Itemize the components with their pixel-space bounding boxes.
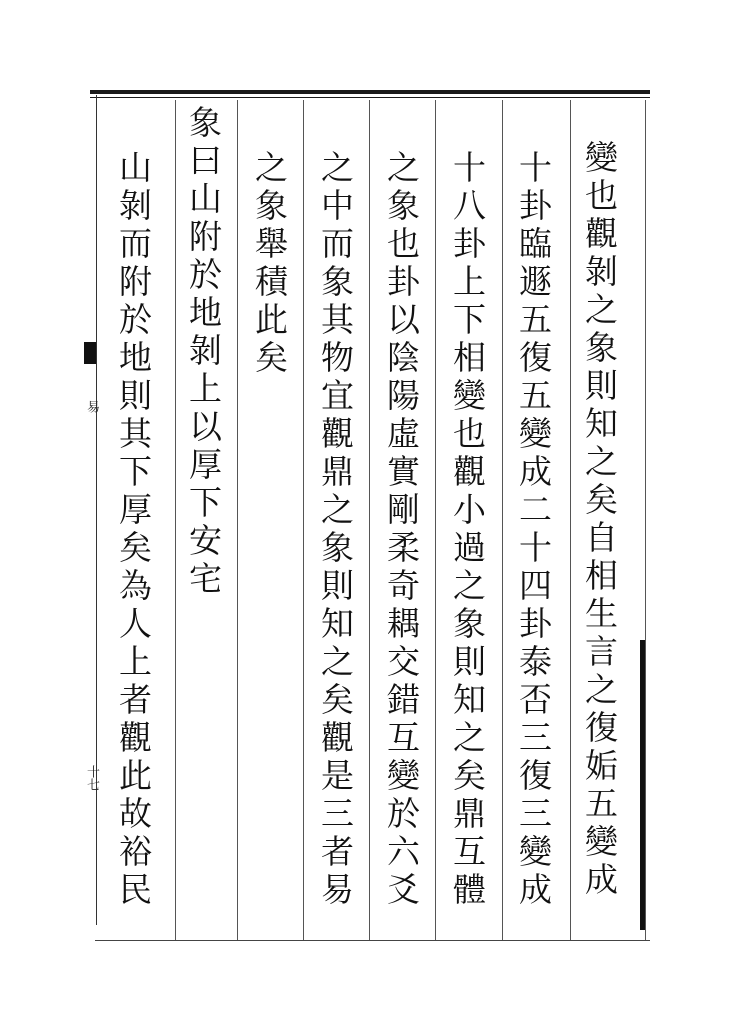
bottom-border xyxy=(95,940,650,941)
column-divider xyxy=(502,100,503,940)
page-number: 十七 xyxy=(84,765,99,791)
column-divider xyxy=(303,100,304,940)
right-border-thick xyxy=(640,640,645,930)
text-column-4: 之象也卦以陰陽虛實剛柔奇耦交錯互變於六爻 xyxy=(382,150,421,910)
column-divider xyxy=(175,100,176,940)
gutter-title: 易 xyxy=(84,400,99,413)
column-divider xyxy=(570,100,571,940)
text-column-8: 山剝而附於地則其下厚矣為人上者觀此故裕民 xyxy=(114,150,153,910)
column-divider xyxy=(435,100,436,940)
text-column-1: 變也觀剝之象則知之矣自相生言之復姤五變成 xyxy=(580,140,619,900)
column-divider xyxy=(369,100,370,940)
text-column-2: 十卦臨遯五復五變成二十四卦泰否三復三變成 xyxy=(514,150,553,910)
top-border xyxy=(90,90,650,94)
text-column-5: 之中而象其物宜觀鼎之象則知之矣觀是三者易 xyxy=(316,150,355,910)
text-column-3: 十八卦上下相變也觀小過之象則知之矣鼎互體 xyxy=(448,150,487,910)
column-divider xyxy=(237,100,238,940)
column-divider xyxy=(645,100,646,940)
text-column-7: 象曰山附於地剝上以厚下安宅 xyxy=(184,105,223,599)
top-border-inner xyxy=(90,97,650,98)
fish-tail-mark xyxy=(84,342,96,364)
text-column-6: 之象舉積此矣 xyxy=(250,150,289,378)
page-gutter xyxy=(82,95,97,925)
